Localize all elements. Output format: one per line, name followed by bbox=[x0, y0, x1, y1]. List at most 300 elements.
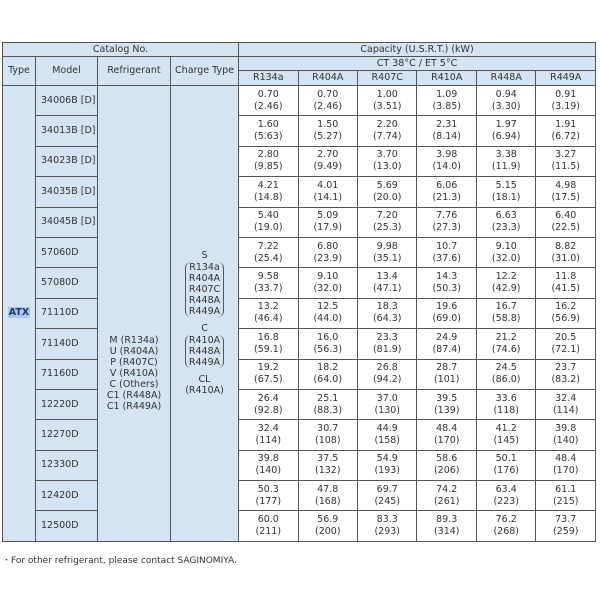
capacity-cell bbox=[358, 481, 417, 511]
capacity-kw: (19.0) bbox=[253, 222, 283, 234]
model-cell: 12330D bbox=[36, 450, 98, 480]
model-cell: 71110D bbox=[36, 298, 98, 328]
capacity-kw: (193) bbox=[374, 465, 401, 477]
capacity-usrt: 23.3 bbox=[376, 331, 398, 343]
capacity-cell bbox=[358, 237, 417, 267]
capacity-cell bbox=[536, 481, 596, 511]
capacity-kw: (139) bbox=[433, 404, 460, 416]
capacity-cell bbox=[358, 116, 417, 146]
capacity-cell bbox=[358, 389, 417, 419]
capacity-cell bbox=[417, 116, 476, 146]
capacity-cell bbox=[536, 268, 596, 298]
capacity-cell bbox=[476, 329, 535, 359]
capacity-cell bbox=[239, 389, 298, 419]
capacity-usrt: 1.09 bbox=[436, 88, 458, 100]
refrigerant-code: P (R407C) bbox=[110, 356, 158, 368]
capacity-usrt: 1.91 bbox=[555, 119, 577, 131]
capacity-usrt: 33.6 bbox=[495, 392, 517, 404]
capacity-cell bbox=[417, 389, 476, 419]
table-row bbox=[3, 268, 596, 298]
capacity-kw: (17.9) bbox=[313, 222, 343, 234]
capacity-kw: (114) bbox=[255, 434, 282, 446]
capacity-cell bbox=[476, 420, 535, 450]
capacity-cell bbox=[476, 116, 535, 146]
capacity-kw: (14.8) bbox=[253, 191, 283, 203]
capacity-cell bbox=[536, 298, 596, 328]
capacity-kw: (118) bbox=[493, 404, 519, 416]
refrigerant-column-header: R448A bbox=[476, 71, 535, 86]
capacity-usrt: 3.38 bbox=[495, 149, 517, 161]
capacity-kw: (114) bbox=[552, 404, 579, 416]
capacity-usrt: 54.9 bbox=[376, 453, 398, 465]
capacity-cell bbox=[476, 268, 535, 298]
capacity-kw: (87.4) bbox=[432, 343, 462, 355]
capacity-kw: (268) bbox=[493, 526, 519, 538]
charge-s-item: R407C bbox=[188, 284, 221, 296]
model-cell: 12420D bbox=[36, 481, 98, 511]
capacity-usrt: 60.0 bbox=[257, 514, 279, 526]
capacity-usrt: 16.7 bbox=[495, 301, 517, 313]
table-row bbox=[3, 481, 596, 511]
capacity-usrt: 0.94 bbox=[495, 88, 517, 100]
capacity-kw: (74.6) bbox=[491, 343, 521, 355]
capacity-cell bbox=[298, 389, 357, 419]
capacity-usrt: 2.80 bbox=[257, 149, 279, 161]
capacity-cell bbox=[239, 268, 298, 298]
capacity-cell bbox=[239, 237, 298, 267]
capacity-kw: (170) bbox=[552, 465, 579, 477]
capacity-cell bbox=[417, 237, 476, 267]
capacity-kw: (314) bbox=[433, 526, 460, 538]
capacity-cell bbox=[298, 329, 357, 359]
table-row bbox=[3, 329, 596, 359]
model-cell: 71160D bbox=[36, 359, 98, 389]
table-row bbox=[3, 450, 596, 480]
capacity-usrt: 6.80 bbox=[317, 240, 339, 252]
capacity-cell bbox=[476, 177, 535, 207]
capacity-usrt: 5.09 bbox=[317, 210, 339, 222]
capacity-usrt: 2.20 bbox=[376, 119, 398, 131]
capacity-table bbox=[2, 42, 596, 542]
capacity-cell bbox=[298, 207, 357, 237]
capacity-usrt: 28.7 bbox=[436, 362, 458, 374]
footnote: ・For other refrigerant, please contact SAGINOMIYA. bbox=[2, 556, 237, 566]
model-header: Model bbox=[36, 57, 98, 86]
capacity-cell bbox=[358, 207, 417, 237]
capacity-usrt: 16.0 bbox=[317, 331, 339, 343]
capacity-cell bbox=[417, 146, 476, 176]
capacity-usrt: 7.76 bbox=[436, 210, 458, 222]
capacity-cell bbox=[358, 329, 417, 359]
refrigerant-column-header: R410A bbox=[417, 71, 476, 86]
capacity-usrt: 26.4 bbox=[257, 392, 279, 404]
capacity-usrt: 3.27 bbox=[555, 149, 577, 161]
type-header: Type bbox=[3, 57, 36, 86]
capacity-kw: (168) bbox=[314, 495, 341, 507]
capacity-cell bbox=[417, 329, 476, 359]
capacity-kw: (200) bbox=[314, 526, 341, 538]
capacity-cell bbox=[239, 511, 298, 541]
model-cell: 34013B [D] bbox=[36, 116, 98, 146]
capacity-cell bbox=[298, 511, 357, 541]
capacity-kw: (88.3) bbox=[313, 404, 343, 416]
capacity-usrt: 50.3 bbox=[257, 483, 279, 495]
capacity-cell bbox=[298, 298, 357, 328]
model-cell: 57080D bbox=[36, 268, 98, 298]
capacity-kw: (2.46) bbox=[313, 100, 343, 112]
capacity-cell bbox=[358, 420, 417, 450]
capacity-kw: (23.9) bbox=[313, 252, 343, 264]
capacity-cell bbox=[239, 359, 298, 389]
capacity-cell bbox=[417, 177, 476, 207]
capacity-kw: (8.14) bbox=[432, 131, 462, 143]
capacity-cell bbox=[536, 450, 596, 480]
capacity-cell bbox=[476, 86, 535, 116]
type-value[interactable]: ATX bbox=[8, 307, 30, 319]
capacity-kw: (46.4) bbox=[253, 313, 283, 325]
table-row bbox=[3, 116, 596, 146]
capacity-cell bbox=[476, 298, 535, 328]
capacity-kw: (145) bbox=[493, 434, 519, 446]
capacity-kw: (47.1) bbox=[372, 283, 402, 295]
capacity-cell bbox=[298, 116, 357, 146]
model-cell: 34006B [D] bbox=[36, 86, 98, 116]
capacity-cell bbox=[239, 207, 298, 237]
capacity-kw: (22.5) bbox=[551, 222, 581, 234]
refrigerant-code: C1 (R449A) bbox=[106, 400, 162, 412]
charge-c-label: C bbox=[201, 323, 208, 335]
capacity-usrt: 0.70 bbox=[317, 88, 339, 100]
capacity-usrt: 41.2 bbox=[495, 422, 517, 434]
capacity-usrt: 3.98 bbox=[436, 149, 458, 161]
capacity-kw: (293) bbox=[374, 526, 401, 538]
capacity-cell bbox=[536, 359, 596, 389]
refrigerant-header: Refrigerant bbox=[98, 57, 171, 86]
capacity-usrt: 20.5 bbox=[555, 331, 577, 343]
condition-header: CT 38°C / ET 5°C bbox=[239, 57, 596, 71]
charge-s-item: R134a bbox=[189, 262, 220, 274]
capacity-cell bbox=[476, 237, 535, 267]
capacity-cell bbox=[298, 177, 357, 207]
capacity-usrt: 9.98 bbox=[376, 240, 398, 252]
capacity-usrt: 19.2 bbox=[257, 362, 279, 374]
model-cell: 12220D bbox=[36, 389, 98, 419]
capacity-cell bbox=[417, 511, 476, 541]
capacity-kw: (108) bbox=[314, 434, 341, 446]
capacity-kw: (3.19) bbox=[551, 100, 581, 112]
capacity-cell bbox=[417, 359, 476, 389]
charge-s-item: R449A bbox=[188, 306, 221, 318]
capacity-kw: (72.1) bbox=[551, 343, 581, 355]
capacity-usrt: 58.6 bbox=[436, 453, 458, 465]
capacity-cell bbox=[358, 450, 417, 480]
capacity-usrt: 61.1 bbox=[555, 483, 577, 495]
table-row bbox=[3, 359, 596, 389]
refrigerant-codes-cell bbox=[98, 86, 171, 542]
capacity-cell bbox=[298, 450, 357, 480]
capacity-usrt: 9.10 bbox=[317, 271, 339, 283]
capacity-kw: (64.3) bbox=[372, 313, 402, 325]
capacity-usrt: 4.21 bbox=[257, 179, 279, 191]
refrigerant-column-header: R404A bbox=[298, 71, 357, 86]
type-cell bbox=[3, 86, 36, 542]
model-cell: 34023B [D] bbox=[36, 146, 98, 176]
table-row bbox=[3, 511, 596, 541]
refrigerant-code: C1 (R448A) bbox=[106, 389, 162, 401]
capacity-kw: (81.9) bbox=[372, 343, 402, 355]
capacity-usrt: 1.50 bbox=[317, 119, 339, 131]
capacity-cell bbox=[476, 146, 535, 176]
capacity-kw: (215) bbox=[552, 495, 579, 507]
capacity-usrt: 1.97 bbox=[495, 119, 517, 131]
capacity-cell bbox=[417, 420, 476, 450]
capacity-cell bbox=[536, 207, 596, 237]
capacity-cell bbox=[536, 420, 596, 450]
capacity-kw: (67.5) bbox=[253, 374, 283, 386]
capacity-kw: (3.85) bbox=[432, 100, 462, 112]
capacity-kw: (56.9) bbox=[551, 313, 581, 325]
charge-cl-item: (R410A) bbox=[185, 385, 224, 397]
capacity-usrt: 24.5 bbox=[495, 362, 517, 374]
capacity-kw: (223) bbox=[493, 495, 519, 507]
capacity-usrt: 12.2 bbox=[495, 271, 517, 283]
capacity-usrt: 25.1 bbox=[317, 392, 339, 404]
capacity-cell bbox=[358, 146, 417, 176]
capacity-kw: (11.5) bbox=[551, 161, 581, 173]
capacity-kw: (132) bbox=[314, 465, 341, 477]
capacity-cell bbox=[358, 177, 417, 207]
capacity-usrt: 39.8 bbox=[257, 453, 279, 465]
capacity-usrt: 10.7 bbox=[436, 240, 458, 252]
capacity-usrt: 7.20 bbox=[376, 210, 398, 222]
table-row bbox=[3, 389, 596, 419]
capacity-cell bbox=[536, 237, 596, 267]
model-cell: 34045B [D] bbox=[36, 207, 98, 237]
capacity-cell bbox=[239, 450, 298, 480]
capacity-cell bbox=[417, 481, 476, 511]
capacity-kw: (41.5) bbox=[551, 283, 581, 295]
table-row bbox=[3, 146, 596, 176]
model-cell: 12270D bbox=[36, 420, 98, 450]
capacity-cell bbox=[298, 481, 357, 511]
capacity-cell bbox=[358, 511, 417, 541]
capacity-usrt: 18.2 bbox=[317, 362, 339, 374]
capacity-usrt: 19.6 bbox=[436, 301, 458, 313]
capacity-kw: (25.3) bbox=[372, 222, 402, 234]
capacity-usrt: 39.5 bbox=[436, 392, 458, 404]
table-row bbox=[3, 86, 596, 116]
capacity-usrt: 56.9 bbox=[317, 514, 339, 526]
capacity-usrt: 47.8 bbox=[317, 483, 339, 495]
capacity-cell bbox=[298, 420, 357, 450]
capacity-kw: (11.9) bbox=[491, 161, 521, 173]
capacity-header: Capacity (U.S.R.T.) (kW) bbox=[239, 43, 596, 57]
charge-c-item: R449A bbox=[188, 357, 221, 369]
table-row bbox=[3, 177, 596, 207]
capacity-usrt: 6.40 bbox=[555, 210, 577, 222]
capacity-kw: (18.1) bbox=[491, 191, 521, 203]
capacity-kw: (9.49) bbox=[313, 161, 343, 173]
capacity-cell bbox=[239, 481, 298, 511]
capacity-kw: (176) bbox=[493, 465, 519, 477]
capacity-usrt: 39.8 bbox=[555, 422, 577, 434]
capacity-usrt: 44.9 bbox=[376, 422, 398, 434]
capacity-usrt: 23.7 bbox=[555, 362, 577, 374]
capacity-cell bbox=[239, 420, 298, 450]
refrigerant-code: C (Others) bbox=[109, 378, 159, 390]
capacity-usrt: 26.8 bbox=[376, 362, 398, 374]
capacity-kw: (92.8) bbox=[253, 404, 283, 416]
capacity-cell bbox=[476, 359, 535, 389]
capacity-kw: (14.0) bbox=[432, 161, 462, 173]
capacity-usrt: 2.70 bbox=[317, 149, 339, 161]
capacity-usrt: 7.22 bbox=[257, 240, 279, 252]
capacity-kw: (23.3) bbox=[491, 222, 521, 234]
capacity-cell bbox=[239, 86, 298, 116]
capacity-cell bbox=[536, 389, 596, 419]
capacity-kw: (86.0) bbox=[491, 374, 521, 386]
capacity-kw: (50.3) bbox=[432, 283, 462, 295]
capacity-kw: (140) bbox=[552, 434, 579, 446]
capacity-usrt: 21.2 bbox=[495, 331, 517, 343]
capacity-kw: (158) bbox=[374, 434, 401, 446]
charge-s-item: R404A bbox=[188, 273, 221, 285]
capacity-kw: (9.85) bbox=[253, 161, 283, 173]
capacity-cell bbox=[417, 298, 476, 328]
refrigerant-code: M (R134a) bbox=[109, 334, 159, 346]
charge-s-item: R448A bbox=[188, 295, 221, 307]
capacity-usrt: 13.2 bbox=[257, 301, 279, 313]
model-cell: 71140D bbox=[36, 329, 98, 359]
capacity-usrt: 3.70 bbox=[376, 149, 398, 161]
capacity-kw: (3.51) bbox=[372, 100, 402, 112]
table-row bbox=[3, 420, 596, 450]
capacity-cell bbox=[298, 86, 357, 116]
capacity-cell bbox=[298, 359, 357, 389]
capacity-cell bbox=[536, 86, 596, 116]
model-cell: 34035B [D] bbox=[36, 177, 98, 207]
capacity-usrt: 50.1 bbox=[495, 453, 517, 465]
capacity-kw: (130) bbox=[374, 404, 401, 416]
capacity-cell bbox=[476, 481, 535, 511]
capacity-usrt: 16.8 bbox=[257, 331, 279, 343]
capacity-cell bbox=[476, 389, 535, 419]
capacity-cell bbox=[417, 450, 476, 480]
refrigerant-code: V (R410A) bbox=[109, 367, 159, 379]
capacity-kw: (140) bbox=[255, 465, 282, 477]
charge-s-label: S bbox=[201, 250, 208, 262]
capacity-kw: (177) bbox=[255, 495, 282, 507]
capacity-cell bbox=[417, 268, 476, 298]
capacity-kw: (5.63) bbox=[253, 131, 283, 143]
capacity-usrt: 63.4 bbox=[495, 483, 517, 495]
capacity-cell bbox=[358, 298, 417, 328]
capacity-cell bbox=[417, 86, 476, 116]
capacity-usrt: 37.5 bbox=[317, 453, 339, 465]
capacity-usrt: 73.7 bbox=[555, 514, 577, 526]
capacity-kw: (32.0) bbox=[491, 252, 521, 264]
capacity-kw: (94.2) bbox=[372, 374, 402, 386]
capacity-usrt: 24.9 bbox=[436, 331, 458, 343]
capacity-kw: (21.3) bbox=[432, 191, 462, 203]
refrigerant-code: U (R404A) bbox=[109, 345, 159, 357]
capacity-kw: (17.5) bbox=[551, 191, 581, 203]
capacity-usrt: 32.4 bbox=[555, 392, 577, 404]
capacity-usrt: 74.2 bbox=[436, 483, 458, 495]
capacity-usrt: 30.7 bbox=[317, 422, 339, 434]
capacity-kw: (32.0) bbox=[313, 283, 343, 295]
capacity-usrt: 9.58 bbox=[257, 271, 279, 283]
capacity-kw: (56.3) bbox=[313, 343, 343, 355]
capacity-cell bbox=[358, 268, 417, 298]
capacity-kw: (6.94) bbox=[491, 131, 521, 143]
capacity-kw: (31.0) bbox=[551, 252, 581, 264]
capacity-usrt: 5.15 bbox=[495, 179, 517, 191]
capacity-usrt: 2.31 bbox=[436, 119, 458, 131]
capacity-kw: (20.0) bbox=[372, 191, 402, 203]
capacity-kw: (64.0) bbox=[313, 374, 343, 386]
capacity-kw: (37.6) bbox=[432, 252, 462, 264]
capacity-usrt: 76.2 bbox=[495, 514, 517, 526]
capacity-kw: (35.1) bbox=[372, 252, 402, 264]
capacity-usrt: 6.63 bbox=[495, 210, 517, 222]
capacity-kw: (7.74) bbox=[372, 131, 402, 143]
capacity-cell bbox=[239, 116, 298, 146]
capacity-usrt: 18.3 bbox=[376, 301, 398, 313]
charge-cl-label: CL bbox=[198, 374, 211, 386]
capacity-cell bbox=[358, 359, 417, 389]
capacity-cell bbox=[476, 450, 535, 480]
capacity-kw: (27.3) bbox=[432, 222, 462, 234]
capacity-cell bbox=[298, 237, 357, 267]
capacity-kw: (42.9) bbox=[491, 283, 521, 295]
capacity-usrt: 14.3 bbox=[436, 271, 458, 283]
capacity-usrt: 4.98 bbox=[555, 179, 577, 191]
capacity-cell bbox=[298, 268, 357, 298]
capacity-usrt: 83.3 bbox=[376, 514, 398, 526]
capacity-kw: (33.7) bbox=[253, 283, 283, 295]
table-row bbox=[3, 237, 596, 267]
capacity-usrt: 11.8 bbox=[555, 271, 577, 283]
charge-c-item: R410A bbox=[188, 335, 221, 347]
capacity-kw: (25.4) bbox=[253, 252, 283, 264]
capacity-usrt: 1.00 bbox=[376, 88, 398, 100]
catalog-header: Catalog No. bbox=[3, 43, 239, 57]
capacity-kw: (14.1) bbox=[313, 191, 343, 203]
capacity-kw: (58.8) bbox=[491, 313, 521, 325]
capacity-kw: (245) bbox=[374, 495, 401, 507]
model-cell: 57060D bbox=[36, 237, 98, 267]
capacity-kw: (261) bbox=[433, 495, 460, 507]
capacity-cell bbox=[536, 116, 596, 146]
model-cell: 12500D bbox=[36, 511, 98, 541]
capacity-cell bbox=[239, 329, 298, 359]
capacity-usrt: 13.4 bbox=[376, 271, 398, 283]
capacity-kw: (170) bbox=[433, 434, 460, 446]
table-row bbox=[3, 207, 596, 237]
capacity-usrt: 1.60 bbox=[257, 119, 279, 131]
capacity-kw: (59.1) bbox=[253, 343, 283, 355]
capacity-usrt: 48.4 bbox=[436, 422, 458, 434]
capacity-cell bbox=[536, 146, 596, 176]
capacity-kw: (69.0) bbox=[432, 313, 462, 325]
capacity-usrt: 16.2 bbox=[555, 301, 577, 313]
capacity-kw: (5.27) bbox=[313, 131, 343, 143]
capacity-usrt: 5.40 bbox=[257, 210, 279, 222]
capacity-cell bbox=[358, 86, 417, 116]
capacity-usrt: 9.10 bbox=[495, 240, 517, 252]
capacity-kw: (44.0) bbox=[313, 313, 343, 325]
